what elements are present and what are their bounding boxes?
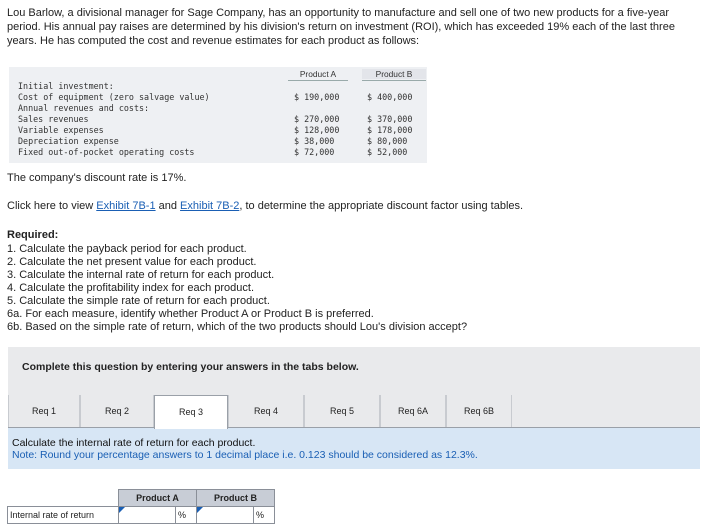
exhibit-7b-1-link[interactable]: Exhibit 7B-1 — [96, 200, 156, 212]
value-a: $ 128,000 — [294, 125, 340, 135]
input-marker-icon — [119, 507, 125, 513]
exhibit-7b-2-link[interactable]: Exhibit 7B-2 — [180, 200, 240, 212]
tab-req-4[interactable]: Req 4 — [228, 395, 304, 427]
row-label: Depreciation expense — [18, 136, 119, 146]
irr-row-label: Internal rate of return — [8, 507, 119, 524]
irr-product-a-input[interactable] — [119, 508, 175, 522]
tab-req-2[interactable]: Req 2 — [80, 395, 154, 427]
tab-bar — [8, 395, 700, 427]
tab-req-1[interactable]: Req 1 — [8, 395, 80, 427]
required-item: 4. Calculate the profitability index for each product. — [7, 282, 255, 294]
value-b: $ 370,000 — [367, 114, 413, 124]
problem-intro: Lou Barlow, a divisional manager for Sage Company, has an opportunity to manufacture and sell one of two new products for a five-year period. His annual pay raises are determined by his division's return on investment (ROI), which has exceeded 19% each of the last three years. He has computed the cost and revenue estimates for each product as follows: — [7, 7, 675, 47]
col-header-product-a: Product A — [299, 69, 337, 79]
row-label: Fixed out-of-pocket operating costs — [18, 147, 195, 157]
tab-req-6a[interactable]: Req 6A — [380, 395, 446, 427]
percent-unit: % — [254, 507, 275, 524]
required-list — [7, 243, 467, 334]
percent-unit: % — [176, 507, 197, 524]
row-label: Initial investment: — [18, 81, 114, 91]
tab-req-5[interactable]: Req 5 — [304, 395, 380, 427]
click-suffix: , to determine the appropriate discount factor using tables. — [239, 200, 524, 212]
discount-rate-text: The company's discount rate is 17%. — [7, 172, 187, 184]
answer-col-product-b: Product B — [197, 490, 275, 507]
required-item: 2. Calculate the net present value for each product. — [7, 256, 257, 268]
value-a: $ 190,000 — [294, 92, 340, 102]
panel-title: Complete this question by entering your answers in the tabs below. — [22, 361, 359, 373]
header-rule-b — [362, 80, 426, 81]
required-item: 6a. For each measure, identify whether Product A or Product B is preferred. — [7, 308, 374, 320]
value-b: $ 80,000 — [367, 136, 408, 146]
col-header-product-b: Product B — [362, 69, 426, 79]
irr-product-b-cell — [197, 507, 254, 524]
rounding-note: Note: Round your percentage answers to 1 decimal place i.e. 0.123 should be considered as 12.3%. — [12, 449, 478, 461]
row-label: Cost of equipment (zero salvage value) — [18, 92, 210, 102]
row-label: Sales revenues — [18, 114, 89, 124]
value-a: $ 38,000 — [294, 136, 335, 146]
required-item: 3. Calculate the internal rate of return for each product. — [7, 269, 275, 281]
irr-product-b-input[interactable] — [197, 508, 253, 522]
irr-product-a-cell — [119, 507, 176, 524]
answer-col-product-a: Product A — [119, 490, 197, 507]
instruction-text: Calculate the internal rate of return for each product. — [12, 437, 256, 449]
value-a: $ 270,000 — [294, 114, 340, 124]
input-marker-icon — [197, 507, 203, 513]
click-prefix: Click here to view — [7, 200, 97, 212]
value-b: $ 400,000 — [367, 92, 413, 102]
value-b: $ 52,000 — [367, 147, 408, 157]
cost-revenue-table — [9, 67, 427, 163]
required-item: 6b. Based on the simple rate of return, which of the two products should Lou's division accept? — [7, 321, 468, 333]
required-heading: Required: — [7, 229, 59, 241]
click-middle: and — [155, 200, 181, 212]
row-label: Annual revenues and costs: — [18, 103, 150, 113]
tab-req-6b[interactable]: Req 6B — [446, 395, 512, 427]
required-item: 5. Calculate the simple rate of return for each product. — [7, 295, 270, 307]
value-a: $ 72,000 — [294, 147, 335, 157]
irr-answer-table — [7, 489, 275, 524]
tab-req-3[interactable]: Req 3 — [154, 395, 228, 429]
instruction-box — [8, 428, 700, 469]
corner-cell — [8, 490, 119, 507]
header-rule-a — [288, 80, 348, 81]
required-item: 1. Calculate the payback period for each product. — [7, 243, 247, 255]
exhibit-instruction — [7, 200, 523, 212]
row-label: Variable expenses — [18, 125, 104, 135]
value-b: $ 178,000 — [367, 125, 413, 135]
